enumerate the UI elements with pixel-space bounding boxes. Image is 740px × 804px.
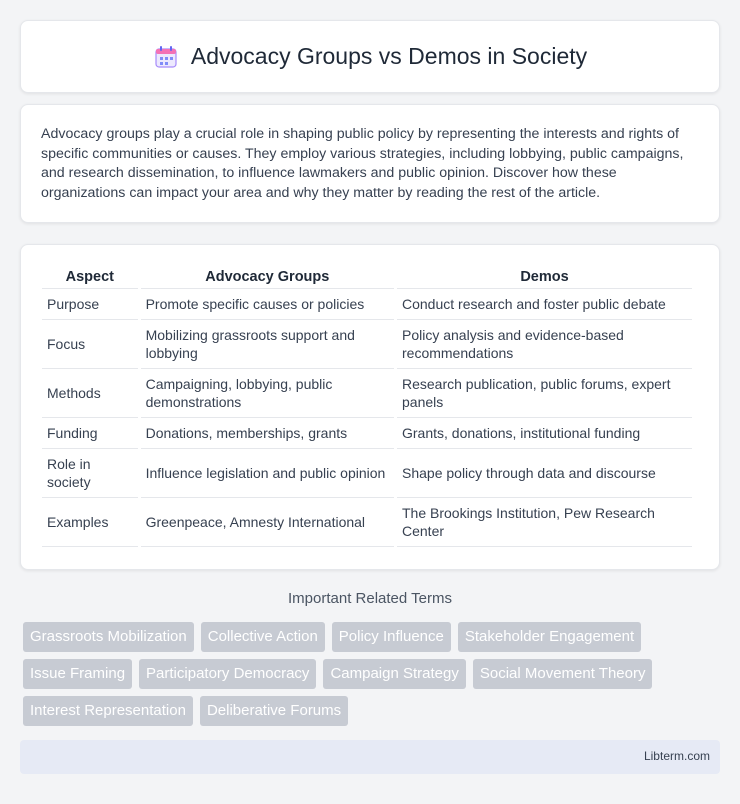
intro-card: [20, 104, 720, 223]
header-advocacy-groups: Advocacy Groups: [141, 265, 394, 289]
table-cell: Influence legislation and public opinion: [141, 449, 394, 498]
table-cell: Campaigning, lobbying, public demonstrations: [141, 369, 394, 418]
table-cell: Role in society: [42, 449, 138, 498]
table-cell: Focus: [42, 320, 138, 369]
header-demos: Demos: [397, 265, 692, 289]
table-row: [42, 449, 692, 498]
table-cell: Promote specific causes or policies: [141, 289, 394, 320]
tag-stakeholder-engagement[interactable]: Stakeholder Engagement: [458, 622, 641, 652]
table-row: [42, 498, 692, 547]
table-row: [42, 289, 692, 320]
table-cell: Mobilizing grassroots support and lobbying: [141, 320, 394, 369]
tag-grassroots-mobilization[interactable]: Grassroots Mobilization: [23, 622, 194, 652]
tag-collective-action[interactable]: Collective Action: [201, 622, 325, 652]
table-cell: Grants, donations, institutional funding: [397, 418, 692, 449]
tag-interest-representation[interactable]: Interest Representation: [23, 696, 193, 726]
tag-social-movement-theory[interactable]: Social Movement Theory: [473, 659, 653, 689]
table-cell: Purpose: [42, 289, 138, 320]
comparison-table-card: [20, 244, 720, 570]
page-title: Advocacy Groups vs Demos in Society: [190, 43, 588, 69]
table-row: [42, 418, 692, 449]
footer: [20, 740, 720, 774]
table-row: [42, 369, 692, 418]
related-terms-tags: [23, 622, 723, 726]
table-header-row: [42, 265, 692, 289]
table-cell: Greenpeace, Amnesty International: [141, 498, 394, 547]
header-card: [20, 20, 720, 93]
related-terms-title: Important Related Terms: [288, 590, 452, 607]
tag-participatory-democracy[interactable]: Participatory Democracy: [139, 659, 316, 689]
table-cell: Donations, memberships, grants: [141, 418, 394, 449]
tag-issue-framing[interactable]: Issue Framing: [23, 659, 132, 689]
intro-text: Advocacy groups play a crucial role in shaping public policy by representing the interests and rights of specific communities or causes. They employ various strategies, including lobbying, public campaigns, and research dissemination, to influence lawmakers and public opinion. Discover how these organizations can impact your area and why they matter by reading the rest of the article.: [41, 126, 684, 201]
table-cell: Research publication, public forums, expert panels: [397, 369, 692, 418]
table-cell: Policy analysis and evidence-based recommendations: [397, 320, 692, 369]
table-cell: Methods: [42, 369, 138, 418]
table-cell: Funding: [42, 418, 138, 449]
footer-brand[interactable]: Libterm.com: [643, 749, 710, 763]
tag-campaign-strategy[interactable]: Campaign Strategy: [323, 659, 465, 689]
table-row: [42, 320, 692, 369]
table-cell: Conduct research and foster public debate: [397, 289, 692, 320]
comparison-table: [39, 265, 695, 547]
table-cell: The Brookings Institution, Pew Research Center: [397, 498, 692, 547]
table-cell: Examples: [42, 498, 138, 547]
calendar-icon: [153, 44, 179, 70]
header-aspect: Aspect: [42, 265, 138, 289]
tag-policy-influence[interactable]: Policy Influence: [332, 622, 451, 652]
tag-deliberative-forums[interactable]: Deliberative Forums: [200, 696, 348, 726]
table-cell: Shape policy through data and discourse: [397, 449, 692, 498]
